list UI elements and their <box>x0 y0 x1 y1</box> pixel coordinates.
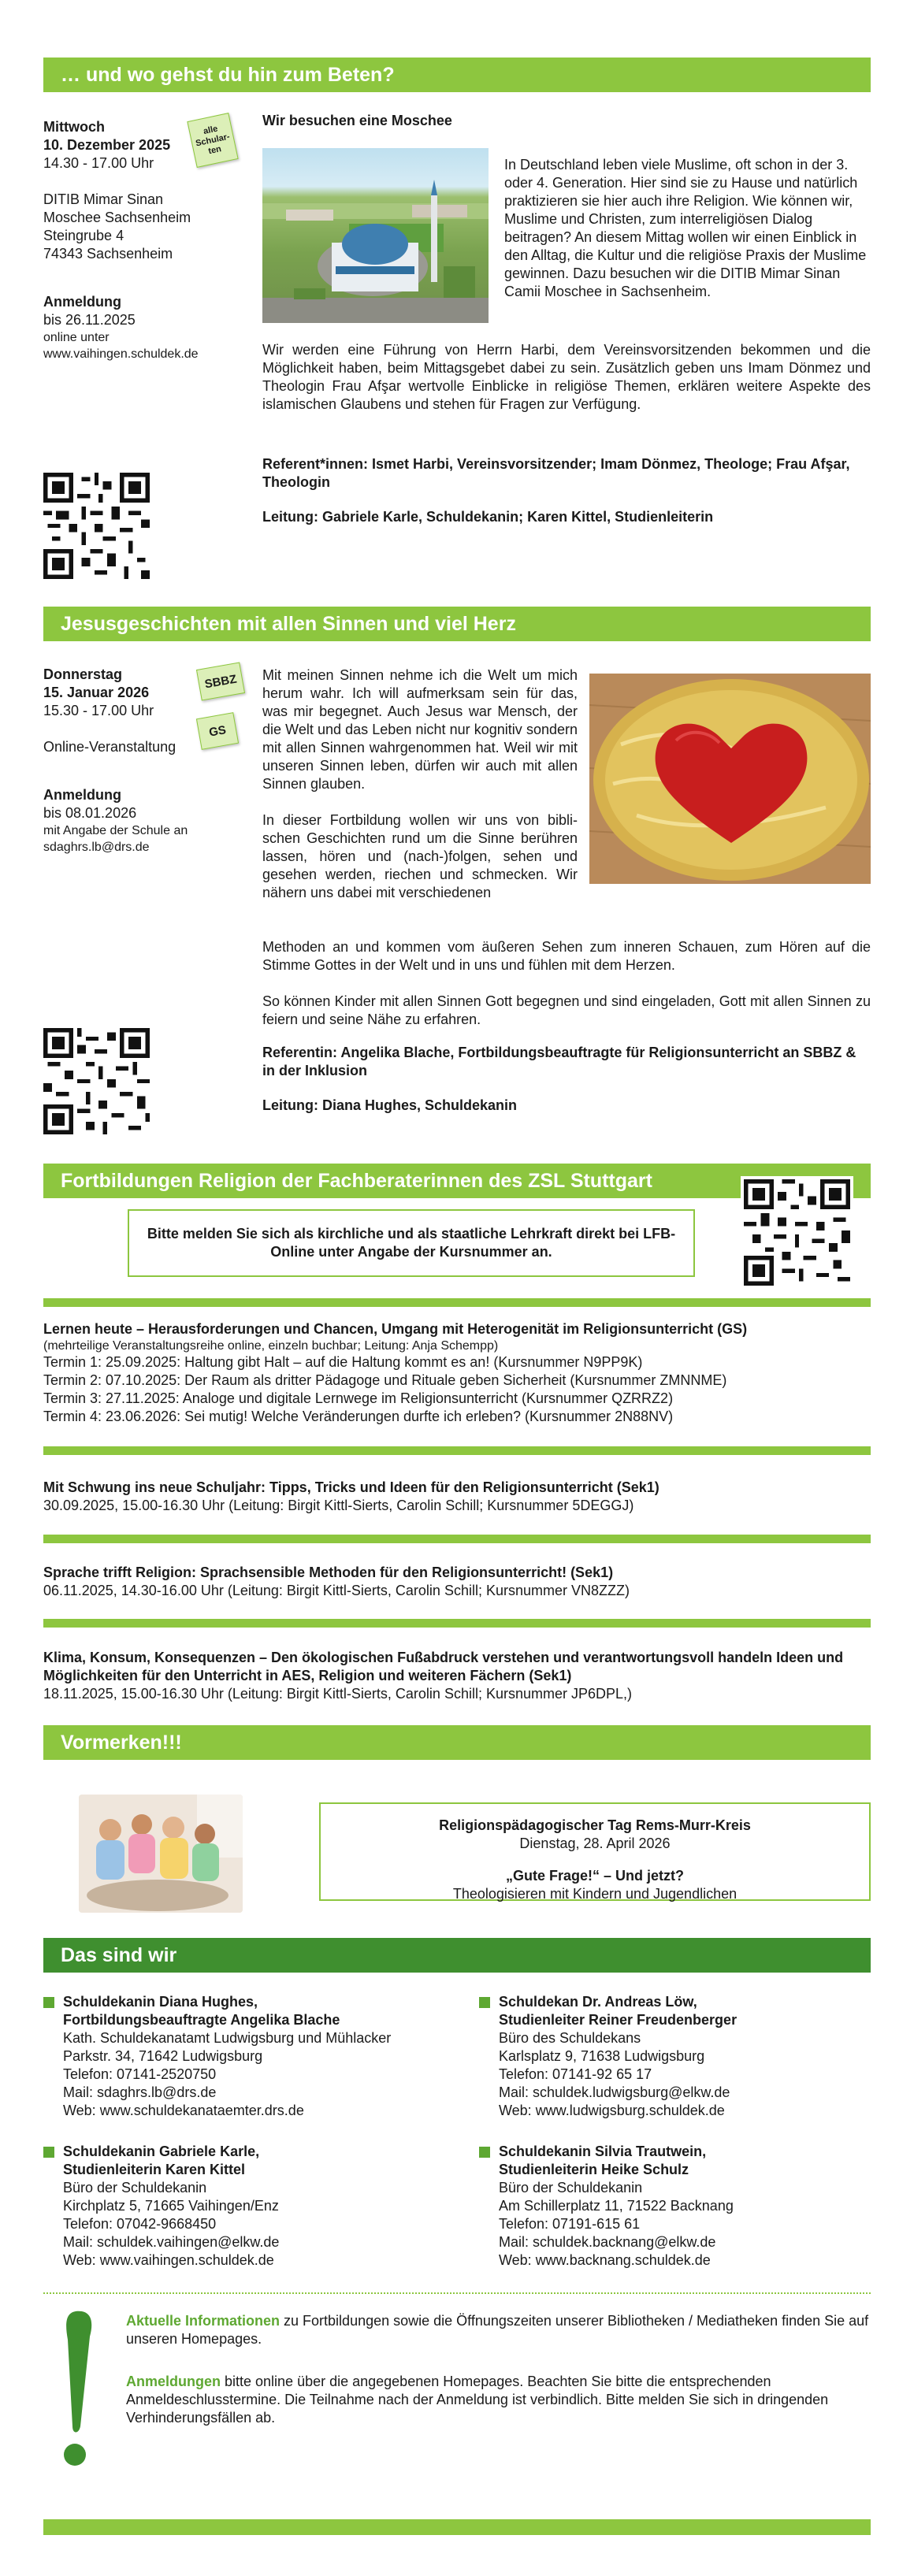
exclamation-icon <box>49 2308 104 2474</box>
jesus-format: Online-Veranstaltung <box>43 739 176 755</box>
course-2-date: 30.09.2025, 15.00-16.30 Uhr (Leitung: Birgit Kittl-Sierts, Carolin Schill; Kursnummer 5DEGGJ) <box>43 1498 634 1513</box>
divider <box>43 1298 871 1307</box>
course-2-title: Mit Schwung ins neue Schuljahr: Tipps, Tricks und Ideen für den Religionsunterricht (Sek1) <box>43 1479 659 1495</box>
jesus-paragraph-1: Mit meinen Sinnen nehme ich die Welt um mich herum wahr. Ich will aufmerksam sein für das, was mir begegnet. Auch Jesus war Mensch, der die Welt und das Leben nicht nur kognitiv sondern mit allen Sinnen wahrgenommen hat. Weil wir mit unseren Sinnen leben, dürfen wir auch mit allen Sinnen glauben. <box>262 667 578 792</box>
bottom-bar <box>43 2519 871 2535</box>
heart-illustration <box>589 674 871 884</box>
mosque-body: Wir werden eine Führung von Herrn Harbi, dem Vereinsvorsitzenden bekommen und die Möglichkeit haben, beim Mittagsgebet dabei zu sein. Zusätzlich geben uns Imam Dönmez und Theologin Frau Afşar wertvolle Einblicke in religiöse Themen, erklären weitere Aspekte des islamischen Glaubens und stehen für Fragen zur Verfügung. <box>262 342 871 412</box>
course-1-term-3: Termin 3: 27.11.2025: Analoge und digitale Lernwege im Religionsunterricht (Kursnummer QZRRZ2) <box>43 1390 674 1406</box>
mosque-address: DITIB Mimar Sinan Moschee Sachsenheim Steingrube 4 74343 Sachsenheim <box>43 191 191 262</box>
mosque-time: 14.30 - 17.00 Uhr <box>43 155 154 171</box>
mosque-registration-until: bis 26.11.2025 <box>43 312 136 328</box>
mosque-qr-code[interactable] <box>43 473 150 579</box>
course-1-term-1: Termin 1: 25.09.2025: Haltung gibt Halt – auf die Haltung kommt es an! (Kursnummer N9PP9K) <box>43 1354 643 1370</box>
qr-icon <box>43 473 150 579</box>
jesus-paragraph-4: So können Kinder mit allen Sinnen Gott begegnen und sind eingeladen, Gott mit allen Sinnen zu feiern und seine Nähe zu erfahren. <box>262 993 871 1027</box>
section-vormerken-heading: Vormerken!!! <box>43 1725 871 1760</box>
section-mosque-heading: … und wo gehst du hin zum Beten? <box>43 58 871 92</box>
contact-karle <box>43 2143 437 2270</box>
mosque-event-info <box>43 118 201 362</box>
lfb-notice: Bitte melden Sie sich als kirchliche und als staatliche Lehrkraft direkt bei LFB-Online unter Angabe der Kursnummer an. <box>128 1209 695 1277</box>
mosque-registration-title: Anmeldung <box>43 294 121 310</box>
mosque-day: Mittwoch <box>43 119 105 135</box>
mosque-intro: In Deutschland leben viele Muslime, oft schon in der 3. oder 4. Generation. Hier sind sie zu Hause und natürlich praktizieren sie hier auch ihre Religion. Wie können wir, Muslime und Christen, zum interreligiösen Dialog beitragen? An diesem Mittag wollen wir einen Einblick in den Alltag, die Kultur und die religiöse Praxis der Muslime gewinnen. Dazu besuchen wir die DITIB Mimar Sinan Camii Moschee in Sachsenheim. <box>504 157 867 299</box>
jesus-date: 15. Januar 2026 <box>43 685 150 700</box>
mosque-referents: Referent*innen: Ismet Harbi, Vereinsvorsitzender; Imam Dönmez, Theologe; Frau Afşar, Theologin <box>262 456 850 490</box>
qr-icon <box>43 1028 150 1134</box>
course-1-title: Lernen heute – Herausforderungen und Chancen, Umgang mit Heterogenität im Religionsunterricht (GS) <box>43 1321 748 1337</box>
event-date: Dienstag, 28. April 2026 <box>519 1835 671 1851</box>
contact-details[interactable]: Büro der Schuldekanin Am Schillerplatz 11, 71522 Backnang Telefon: 07191-615 61 Mail: schuldek.backnang@elkw.de Web: www.backnang.schuldek.de <box>499 2180 734 2268</box>
mosque-title: Wir besuchen eine Moschee <box>262 113 452 128</box>
footer-reg-text: bitte online über die angegebenen Homepages. Beachten Sie bitte die entsprechenden Anmeldeschlusstermine. Die Teilnahme nach der Anmeldung ist verbindlich. Bitte melden Sie sich in dringenden Verhinderungsfällen ab. <box>126 2374 829 2426</box>
contact-trautwein <box>479 2143 873 2270</box>
qr-icon <box>744 1179 850 1286</box>
vormerken-event-box <box>319 1802 871 1901</box>
course-4-date: 18.11.2025, 15.00-16.30 Uhr (Leitung: Birgit Kittl-Sierts, Carolin Schill; Kursnummer JP6DPL,) <box>43 1686 633 1702</box>
event-title: Religionspädagogischer Tag Rems-Murr-Kreis <box>439 1817 751 1833</box>
jesus-referent: Referentin: Angelika Blache, Fortbildungsbeauftragte für Religionsunterricht an SBBZ & in der Inklusion <box>262 1045 856 1078</box>
contact-name: Schuldekanin Gabriele Karle, Studienleiterin Karen Kittel <box>63 2144 260 2177</box>
footer-registration <box>126 2373 871 2427</box>
contact-hughes <box>43 1993 437 2120</box>
jesus-leitung: Leitung: Diana Hughes, Schuldekanin <box>262 1097 518 1113</box>
event-motto: „Gute Frage!“ – Und jetzt? <box>505 1868 684 1884</box>
children-photo <box>79 1795 243 1913</box>
contact-details[interactable]: Büro des Schuldekans Karlsplatz 9, 71638 Ludwigsburg Telefon: 07141-92 65 17 Mail: schuldek.ludwigsburg@elkw.de Web: www.ludwigsburg.schuldek.de <box>499 2030 730 2118</box>
footer-info-text: zu Fortbildungen sowie die Öffnungszeiten unserer Bibliotheken / Mediatheken finden Sie auf unseren Homepages. <box>126 2313 869 2347</box>
course-1 <box>43 1320 871 1426</box>
contact-name: Schuldekanin Silvia Trautwein, Studienleiterin Heike Schulz <box>499 2144 707 2177</box>
contact-name: Schuldekanin Diana Hughes, Fortbildungsbeauftragte Angelika Blache <box>63 1994 340 2028</box>
heart-photo <box>589 674 871 884</box>
footer-info-lead: Aktuelle Informationen <box>126 2313 281 2329</box>
bullet-square-icon <box>479 1997 490 2008</box>
divider <box>43 1535 871 1543</box>
jesus-registration-title: Anmeldung <box>43 787 121 803</box>
divider <box>43 1446 871 1455</box>
event-subtitle: Theologisieren mit Kindern und Jugendlichen <box>452 1886 738 1902</box>
contact-name: Schuldekan Dr. Andreas Löw, Studienleiter Reiner Freudenberger <box>499 1994 738 2028</box>
jesus-day: Donnerstag <box>43 666 123 682</box>
course-4-title: Klima, Konsum, Konsequenzen – Den ökologischen Fußabdruck verstehen und verantwortungsvoll handeln Ideen und Möglichkeiten für den Unterricht in AES, Religion und weiteren Fächern (Sek1) <box>43 1650 844 1683</box>
mosque-photo <box>262 148 489 323</box>
bullet-square-icon <box>43 2147 54 2158</box>
footer-divider <box>43 2292 871 2294</box>
mosque-leitung: Leitung: Gabriele Karle, Schuldekanin; Karen Kittel, Studienleiterin <box>262 509 714 525</box>
school-type-badge: alle Schular- ten <box>187 113 238 168</box>
contact-details[interactable]: Kath. Schuldekanatamt Ludwigsburg und Mühlacker Parkstr. 34, 71642 Ludwigsburg Telefon: 07141-2520750 Mail: sdaghrs.lb@drs.de Web: www.schuldekanataemter.drs.de <box>63 2030 392 2118</box>
jesus-registration-contact[interactable]: mit Angabe der Schule an sdaghrs.lb@drs.de <box>43 824 188 854</box>
contact-loew <box>479 1993 873 2120</box>
divider <box>43 1619 871 1628</box>
footer-reg-lead: Anmeldungen <box>126 2374 221 2389</box>
bullet-square-icon <box>43 1997 54 2008</box>
jesus-paragraph-2: In dieser Fortbildung wollen wir uns von biblischen Geschichten rund um die Sinne berühren lassen, hören und (nach-)folgen, sehen und gesehen werden, riechen und schmecken. Wir nähern uns dabei mit verschiedenen <box>262 812 578 900</box>
sbbz-badge: SBBZ <box>196 662 245 700</box>
course-3-title: Sprache trifft Religion: Sprachsensible Methoden für den Religionsunterricht! (Sek1) <box>43 1565 614 1580</box>
section-zsl-heading: Fortbildungen Religion der Fachberaterinnen des ZSL Stuttgart <box>43 1164 871 1198</box>
course-1-note: (mehrteilige Veranstaltungsreihe online, einzeln buchbar; Leitung: Anja Schempp) <box>43 1339 499 1353</box>
zsl-qr-code[interactable] <box>741 1176 853 1289</box>
jesus-paragraph-3: Methoden an und kommen vom äußeren Sehen zum inneren Schauen, zum Hören auf die Stimme Gottes in der Welt und in uns und fühlen mit dem Herzen. <box>262 939 871 973</box>
section-about-heading: Das sind wir <box>43 1938 871 1973</box>
course-1-term-4: Termin 4: 23.06.2026: Sei mutig! Welche Veränderungen durfte ich erleben? (Kursnummer 2N88NV) <box>43 1409 674 1424</box>
mosque-registration-link[interactable]: online unter www.vaihingen.schuldek.de <box>43 331 199 361</box>
footer-info <box>126 2312 871 2348</box>
course-3-date: 06.11.2025, 14.30-16.00 Uhr (Leitung: Birgit Kittl-Sierts, Carolin Schill; Kursnummer VN8ZZZ) <box>43 1583 630 1598</box>
gs-badge: GS <box>196 712 239 750</box>
children-illustration <box>79 1795 243 1913</box>
course-2 <box>43 1479 871 1515</box>
course-3 <box>43 1564 871 1600</box>
jesus-qr-code[interactable] <box>43 1028 150 1134</box>
jesus-registration-until: bis 08.01.2026 <box>43 805 137 821</box>
mosque-illustration <box>262 148 489 323</box>
jesus-time: 15.30 - 17.00 Uhr <box>43 703 154 718</box>
bullet-square-icon <box>479 2147 490 2158</box>
section-jesus-heading: Jesusgeschichten mit allen Sinnen und viel Herz <box>43 607 871 641</box>
course-4 <box>43 1649 871 1703</box>
contact-details[interactable]: Büro der Schuldekanin Kirchplatz 5, 71665 Vaihingen/Enz Telefon: 07042-9668450 Mail: schuldek.vaihingen@elkw.de Web: www.vaihingen.schuldek.de <box>63 2180 280 2268</box>
mosque-date: 10. Dezember 2025 <box>43 137 171 153</box>
course-1-term-2: Termin 2: 07.10.2025: Der Raum als dritter Pädagoge und Rituale geben Sicherheit (Kursnummer ZMNNME) <box>43 1372 727 1388</box>
